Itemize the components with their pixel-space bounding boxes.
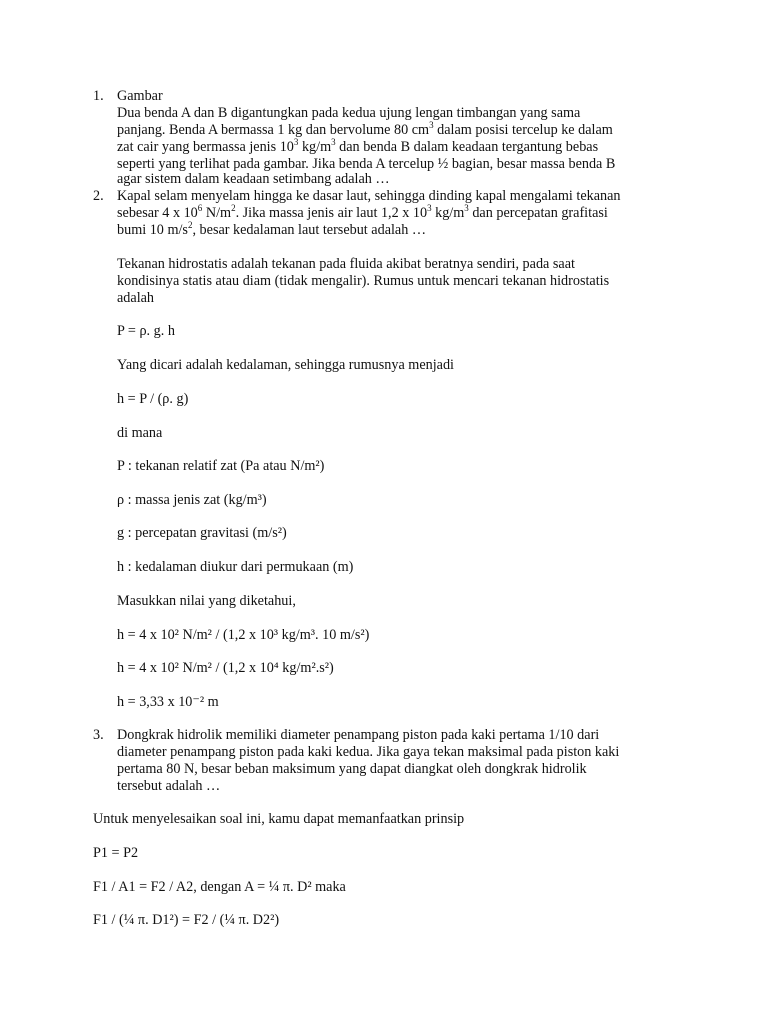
- question-text-line: pertama 80 N, besar beban maksimum yang dapat diangkat oleh dongkrak hidrolik: [117, 761, 587, 777]
- equation: F1 / (¼ π. D1²) = F2 / (¼ π. D2²): [93, 912, 280, 928]
- solution-text: Untuk menyelesaikan soal ini, kamu dapat memanfaatkan prinsip: [93, 811, 465, 827]
- answer-text: Masukkan nilai yang diketahui,: [117, 593, 296, 609]
- calculation: h = 4 x 10² N/m² / (1,2 x 10⁴ kg/m².s²): [117, 660, 334, 676]
- question-text-line: Dua benda A dan B digantungkan pada kedua ujung lengan timbangan yang sama: [117, 105, 581, 121]
- question-title: Gambar: [117, 88, 163, 104]
- question-text-line: bumi 10 $m/s^2$, besar kedalaman laut tersebut adalah …: [117, 220, 427, 238]
- question-text-line: diameter penampang piston pada kaki kedua. Jika gaya tekan maksimal pada piston kaki: [117, 744, 620, 760]
- answer-paragraph-line: adalah: [117, 290, 155, 306]
- question-text-line: Kapal selam menyelam hingga ke dasar laut, sehingga dinding kapal mengalami tekanan: [117, 188, 621, 204]
- calculation: h = 3,33 x 10⁻² m: [117, 694, 219, 710]
- definition: P : tekanan relatif zat (Pa atau N/m²): [117, 458, 325, 474]
- question-text-line: Dongkrak hidrolik memiliki diameter penampang piston pada kaki pertama 1/10 dari: [117, 727, 600, 743]
- formula: h = P / (ρ. g): [117, 391, 189, 407]
- definition: ρ : massa jenis zat (kg/m³): [117, 492, 267, 508]
- question-text-line: tersebut adalah …: [117, 778, 221, 794]
- answer-paragraph-line: kondisinya statis atau diam (tidak mengalir). Rumus untuk mencari tekanan hidrostatis: [117, 273, 610, 289]
- equation: F1 / A1 = F2 / A2, dengan A = ¼ π. D² maka: [93, 879, 346, 895]
- equation: P1 = P2: [93, 845, 139, 861]
- question-number: 1.: [93, 88, 104, 104]
- answer-text: Yang dicari adalah kedalaman, sehingga rumusnya menjadi: [117, 357, 454, 373]
- answer-text: di mana: [117, 425, 163, 441]
- question-text-line: agar sistem dalam keadaan setimbang adalah …: [117, 171, 390, 187]
- question-text-line: panjang. Benda A bermassa 1 kg dan bervolume 80 $cm^3$ dalam posisi tercelup ke dalam: [117, 120, 613, 138]
- question-number: 2.: [93, 188, 104, 204]
- question-text-line: sebesar 4 x $10^6$ $N/m^2$. Jika massa jenis air laut 1,2 x $10^3$ $kg/m^3$ dan percepatan grafitasi: [117, 203, 608, 221]
- question-text-line: zat cair yang bermassa jenis $10^3$ $kg/m^3$ dan benda B dalam keadaan tergantung bebas: [117, 137, 599, 155]
- calculation: h = 4 x 10² N/m² / (1,2 x 10³ kg/m³. 10 m/s²): [117, 627, 370, 643]
- question-number: 3.: [93, 727, 104, 743]
- answer-paragraph-line: Tekanan hidrostatis adalah tekanan pada fluida akibat beratnya sendiri, pada saat: [117, 256, 575, 272]
- definition: g : percepatan gravitasi (m/s²): [117, 525, 287, 541]
- definition: h : kedalaman diukur dari permukaan (m): [117, 559, 354, 575]
- formula: P = ρ. g. h: [117, 323, 175, 339]
- question-text-line: seperti yang terlihat pada gambar. Jika benda A tercelup ½ bagian, besar massa benda B: [117, 156, 616, 172]
